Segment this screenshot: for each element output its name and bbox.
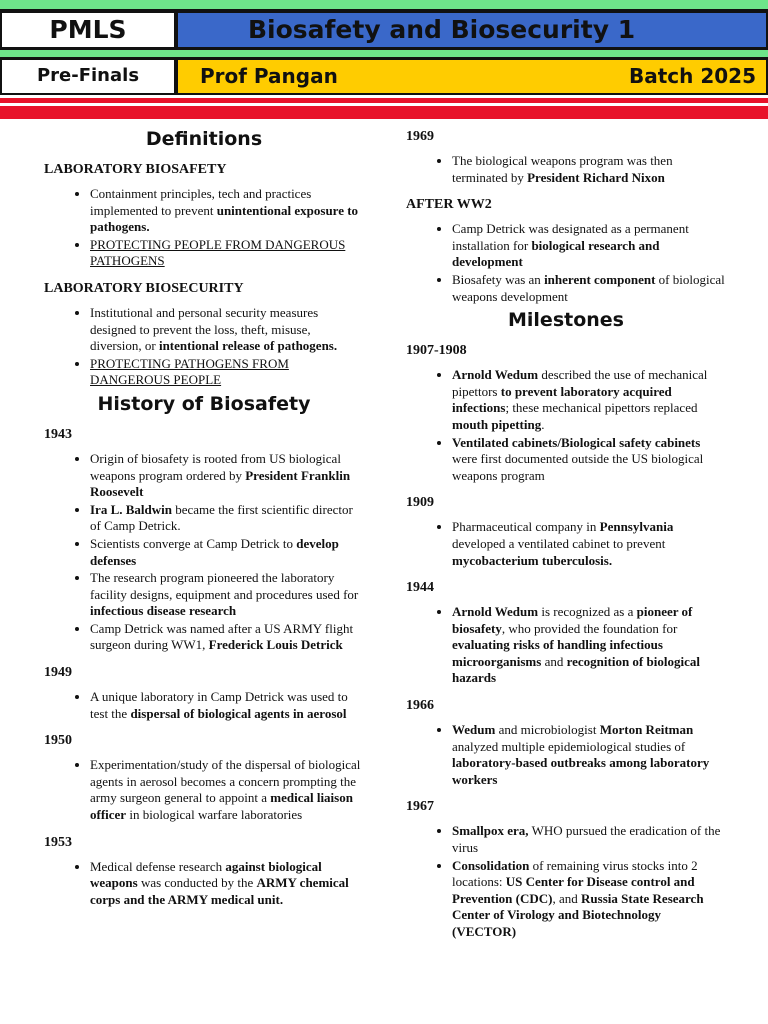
year-1944: 1944 <box>406 580 434 596</box>
biosafety-list <box>44 186 364 270</box>
year-1943: 1943 <box>44 426 72 442</box>
year-1969: 1969 <box>406 129 434 144</box>
list-item: • PROTECTING PEOPLE FROM DANGEROUS PATHOGENS <box>90 237 364 270</box>
list-item: • Smallpox era, WHO pursued the eradication of the virus <box>452 823 726 856</box>
header-row-2 <box>0 58 768 95</box>
red-divider-thin <box>0 98 768 103</box>
year-1949: 1949 <box>44 665 72 681</box>
milestone-1944-list <box>406 604 726 687</box>
green-divider <box>0 49 768 58</box>
list-item: • Camp Detrick was named after a US ARMY flight surgeon during WW1, Frederick Louis Detrick <box>90 621 364 654</box>
list-item: • The biological weapons program was then terminated by President Richard Nixon <box>452 153 726 186</box>
history-1943-list <box>44 451 364 654</box>
red-divider-thick <box>0 106 768 119</box>
biosecurity-list <box>44 305 364 389</box>
list-item: • Origin of biosafety is rooted from US biological weapons program ordered by President Franklin Roosevelt <box>90 451 364 501</box>
after-ww2-heading: AFTER WW2 <box>406 197 492 213</box>
batch-label: Batch 2025 <box>628 64 756 88</box>
professor-label: Prof Pangan <box>200 64 338 88</box>
year-1966: 1966 <box>406 698 434 714</box>
history-1949-list <box>44 689 364 722</box>
after-ww2-list <box>406 221 726 305</box>
year-1967: 1967 <box>406 799 434 815</box>
year-1953: 1953 <box>44 834 72 850</box>
list-item: • Consolidation of remaining virus stocks into 2 locations: US Center for Disease control and Prevention (CDC), and Russia State Research Center of Virology and Biotechnology (VECTOR) <box>452 858 726 941</box>
list-item: • Scientists converge at Camp Detrick to develop defenses <box>90 536 364 569</box>
list-item: • Biosafety was an inherent component of biological weapons development <box>452 272 726 305</box>
list-item: • Wedum and microbiologist Morton Reitman analyzed multiple epidemiological studies of laboratory-based outbreaks among laboratory workers <box>452 722 726 788</box>
year-1950: 1950 <box>44 733 72 749</box>
list-item: • Ventilated cabinets/Biological safety cabinets were first documented outside the US biological weapons program <box>452 435 726 485</box>
subject-title: Biosafety and Biosecurity 1 <box>176 11 768 49</box>
list-item: • Pharmaceutical company in Pennsylvania developed a ventilated cabinet to prevent mycobacterium tuberculosis. <box>452 519 726 569</box>
list-item: • Institutional and personal security measures designed to prevent the loss, theft, misuse, diversion, or intentional release of pathogens. <box>90 305 364 355</box>
list-item: • The research program pioneered the laboratory facility designs, equipment and procedures used for infectious disease research <box>90 570 364 620</box>
info-bar <box>176 58 768 95</box>
definitions-title: Definitions <box>145 128 263 150</box>
year-1909: 1909 <box>406 495 434 511</box>
list-item: • Containment principles, tech and practices implemented to prevent unintentional exposure to pathogens. <box>90 186 364 236</box>
list-item: • Arnold Wedum described the use of mechanical pipettors to prevent laboratory acquired infections; these mechanical pipettors replaced mouth pipetting. <box>452 367 726 433</box>
list-item: • PROTECTING PATHOGENS FROM DANGEROUS PEOPLE <box>90 356 364 389</box>
header-row-1 <box>0 11 768 49</box>
term-label: Pre-Finals <box>0 58 176 95</box>
history-1969-list <box>406 153 726 186</box>
history-1950-list <box>44 757 364 823</box>
course-label: PMLS <box>0 11 176 49</box>
top-green-bar <box>0 0 768 11</box>
biosecurity-heading: LABORATORY BIOSECURITY <box>44 280 244 296</box>
left-column <box>44 124 364 918</box>
list-item: • Ira L. Baldwin became the first scientific director of Camp Detrick. <box>90 502 364 535</box>
list-item: • Camp Detrick was designated as a permanent installation for biological research and development <box>452 221 726 271</box>
milestone-1907-list <box>406 367 726 484</box>
year-1907-1908: 1907-1908 <box>406 343 467 359</box>
history-title: History of Biosafety <box>97 392 311 415</box>
list-item: • Medical defense research against biological weapons was conducted by the ARMY chemical corps and the ARMY medical unit. <box>90 859 364 909</box>
milestones-title: Milestones <box>508 309 624 332</box>
biosafety-heading: LABORATORY BIOSAFETY <box>44 162 227 177</box>
milestone-1909-list <box>406 519 726 569</box>
milestone-1966-list <box>406 722 726 788</box>
right-column <box>406 128 726 951</box>
list-item: • Experimentation/study of the dispersal of biological agents in aerosol becomes a concern prompting the army surgeon general to appoint a medical liaison officer in biological warfare laboratories <box>90 757 364 823</box>
list-item: • Arnold Wedum is recognized as a pioneer of biosafety, who provided the foundation for evaluating risks of handling infectious microorganisms and recognition of biological hazards <box>452 604 726 687</box>
milestone-1967-list <box>406 823 726 940</box>
list-item: • A unique laboratory in Camp Detrick was used to test the dispersal of biological agents in aerosol <box>90 689 364 722</box>
history-1953-list <box>44 859 364 909</box>
